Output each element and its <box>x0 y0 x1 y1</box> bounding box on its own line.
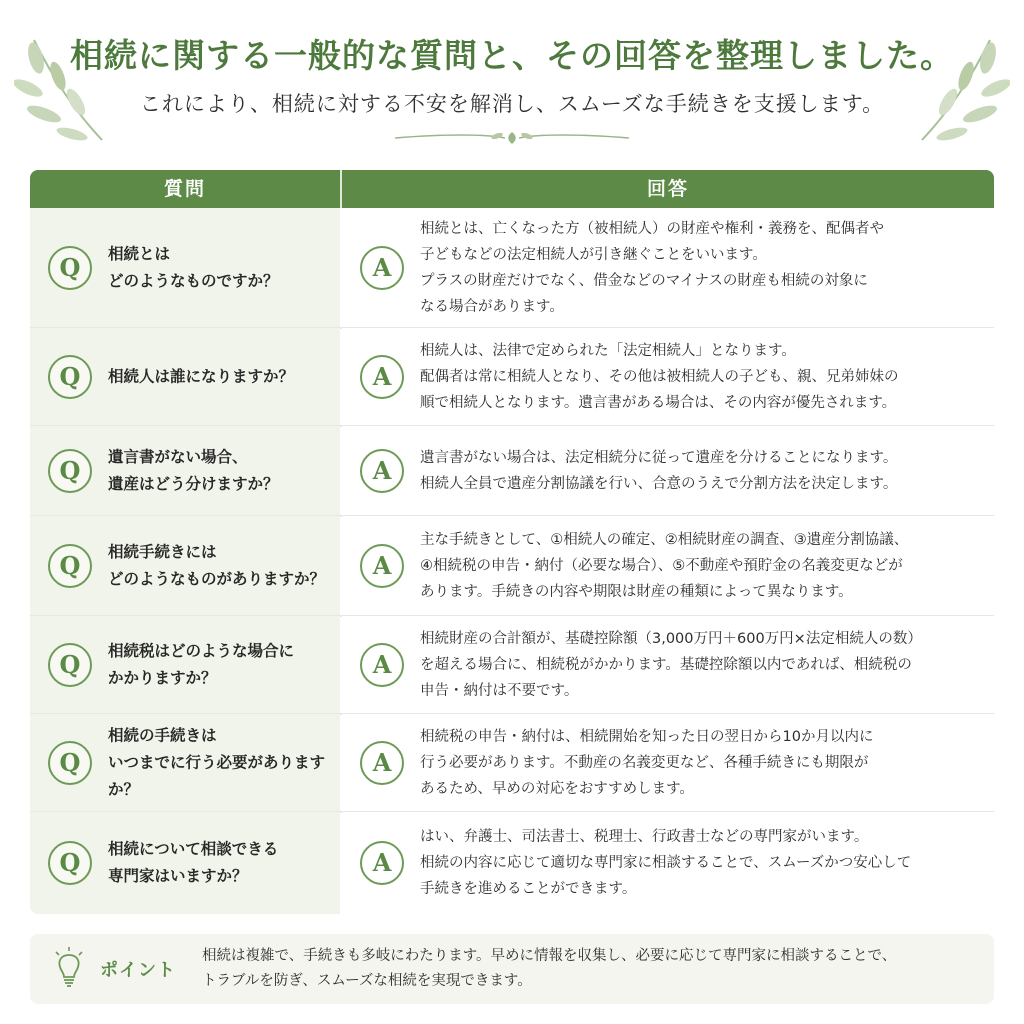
page-subtitle: これにより、相続に対する不安を解消し、スムーズな手続きを支援します。 <box>139 92 885 116</box>
answer-cell <box>342 714 994 812</box>
table-row <box>30 714 994 812</box>
page-header <box>0 0 1024 160</box>
answer-text: 相続税の申告・納付は、相続開始を知った日の翌日から10か月以内に 行う必要があります。不動産の名義変更など、各種手続きにも期限が あるため、早めの対応をおすすめします。 <box>420 729 874 797</box>
question-text: 相続人は誰になりますか？ <box>108 367 295 386</box>
column-header-answer: 回答 <box>646 178 689 200</box>
point-label: ポイント <box>100 960 176 981</box>
answer-text: 遺言書がない場合は、法定相続分に従って遺産を分けることになります。 相続人全員で遺産分割協議を行い、合意のうえで分割方法を決定します。 <box>420 450 898 492</box>
lightbulb-icon <box>52 946 86 990</box>
question-text: 遺言書がない場合、 遺産はどう分けますか？ <box>108 448 279 493</box>
answer-cell <box>342 616 994 714</box>
question-cell <box>30 208 340 328</box>
q-badge: Q <box>48 643 92 687</box>
q-badge: Q <box>48 355 92 399</box>
a-badge: A <box>360 355 404 399</box>
a-badge: A <box>360 544 404 588</box>
q-badge: Q <box>48 544 92 588</box>
question-cell <box>30 328 340 426</box>
answer-cell <box>342 812 994 914</box>
question-text: 相続について相談できる 専門家はいますか？ <box>108 840 279 885</box>
answer-text: はい、弁護士、司法書士、税理士、行政書士などの専門家がいます。 相続の内容に応じて適切な専門家に相談することで、スムーズかつ安心して 手続きを進めることができます。 <box>420 829 912 897</box>
answer-text: 相続人は、法律で定められた「法定相続人」となります。 配偶者は常に相続人となり、その他は被相続人の子ども、親、兄弟姉妹の 順で相続人となります。遺言書がある場合は、その内容が優先されます。 <box>420 343 899 411</box>
answer-cell <box>342 516 994 616</box>
q-badge: Q <box>48 741 92 785</box>
a-badge: A <box>360 841 404 885</box>
q-badge: Q <box>48 841 92 885</box>
point-text: 相続は複雑で、手続きも多岐にわたります。早めに情報を収集し、必要に応じて専門家に相談することで、 トラブルを防ぎ、スムーズな相続を実現できます。 <box>202 948 897 989</box>
answer-text: 相続財産の合計額が、基礎控除額（3,000万円＋600万円×法定相続人の数） を超える場合に、相続税がかかります。基礎控除額以内であれば、相続税の 申告・納付は不要です。 <box>420 631 922 699</box>
page-title: 相続に関する一般的な質問と、その回答を整理しました。 <box>70 36 954 75</box>
q-badge: Q <box>48 449 92 493</box>
question-text: 相続手続きには どのようなものがありますか？ <box>108 543 326 588</box>
table-row <box>30 208 994 328</box>
question-cell <box>30 812 340 914</box>
table-row <box>30 328 994 426</box>
table-row <box>30 616 994 714</box>
question-cell <box>30 516 340 616</box>
question-text: 相続とは どのようなものですか？ <box>108 245 279 290</box>
question-cell <box>30 426 340 516</box>
answer-cell <box>342 426 994 516</box>
q-badge: Q <box>48 246 92 290</box>
question-cell <box>30 714 340 812</box>
table-row <box>30 426 994 516</box>
question-text: 相続税はどのような場合に かかりますか？ <box>108 642 295 687</box>
question-text: 相続の手続きは いつまでに行う必要がありますか？ <box>108 726 326 799</box>
answer-cell <box>342 208 994 328</box>
table-row <box>30 812 994 914</box>
a-badge: A <box>360 246 404 290</box>
column-header-question: 質問 <box>163 178 206 200</box>
divider-ornament-icon <box>385 126 639 150</box>
answer-cell <box>342 328 994 426</box>
faq-table <box>30 170 994 914</box>
point-box <box>30 934 994 1004</box>
table-header <box>30 170 994 208</box>
a-badge: A <box>360 449 404 493</box>
table-row <box>30 516 994 616</box>
a-badge: A <box>360 643 404 687</box>
answer-text: 相続とは、亡くなった方（被相続人）の財産や権利・義務を、配偶者や 子どもなどの法定相続人が引き継ぐことをいいます。 プラスの財産だけでなく、借金などのマイナスの財産も相続の対象に なる場合があります。 <box>420 221 884 315</box>
question-cell <box>30 616 340 714</box>
answer-text: 主な手続きとして、①相続人の確定、②相続財産の調査、③遺産分割協議、 ④相続税の申告・納付（必要な場合）、⑤不動産や預貯金の名義変更などが あります。手続きの内容や期限は財産の種類によって異なります。 <box>420 532 909 600</box>
a-badge: A <box>360 741 404 785</box>
